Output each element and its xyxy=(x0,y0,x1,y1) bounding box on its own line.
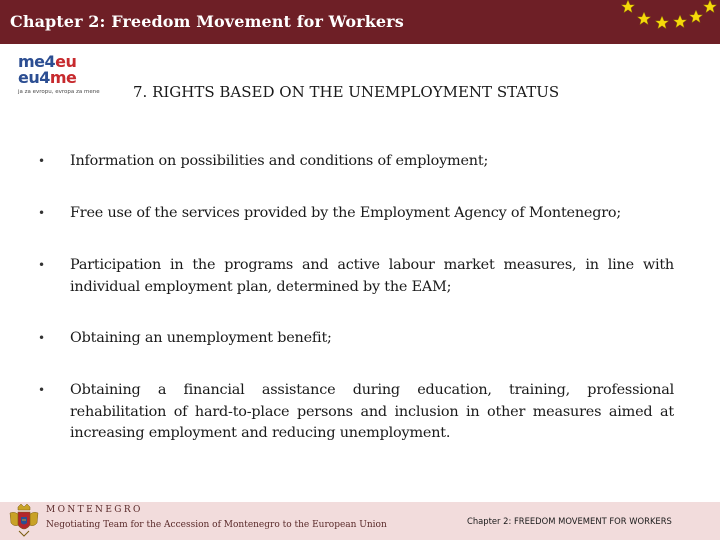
bullet-marker: • xyxy=(38,206,46,220)
chapter-title: Chapter 2: Freedom Movement for Workers xyxy=(10,12,404,31)
bullet-marker: • xyxy=(38,331,46,345)
bullet-text: Obtaining an unemployment benefit; xyxy=(70,330,332,346)
me4eu-logo xyxy=(16,54,112,98)
montenegro-coat-of-arms-icon xyxy=(6,503,42,539)
footer-country: MONTENEGRO xyxy=(46,505,143,515)
logo-line-2: eu4me xyxy=(18,68,77,87)
bullet-marker: • xyxy=(38,154,46,168)
bullet-text: Participation in the programs and active labour market measures, in line with individual employment plan, determined by the EAM; xyxy=(70,257,674,295)
bullet-text: Information on possibilities and conditions of employment; xyxy=(70,153,489,169)
bullet-text: Obtaining a financial assistance during education, training, professional rehabilitation of hard-to-place persons and inclusion in other measures aimed at increasing employment and reducing unemployment. xyxy=(70,382,674,441)
logo-line-1: me4eu xyxy=(18,52,77,71)
eu-stars-icon xyxy=(612,0,720,36)
bullet-text: Free use of the services provided by the Employment Agency of Montenegro; xyxy=(70,205,622,221)
bullet-marker: • xyxy=(38,258,46,272)
logo-tagline: ja za evropu, evropa za mene xyxy=(18,89,100,95)
footer-chapter: Chapter 2: FREEDOM MOVEMENT FOR WORKERS xyxy=(467,516,672,526)
slide-title: 7. RIGHTS BASED ON THE UNEMPLOYMENT STATUS xyxy=(133,83,560,101)
footer-negotiating-team: Negotiating Team for the Accession of Montenegro to the European Union xyxy=(46,520,387,530)
bullet-marker: • xyxy=(38,383,46,397)
